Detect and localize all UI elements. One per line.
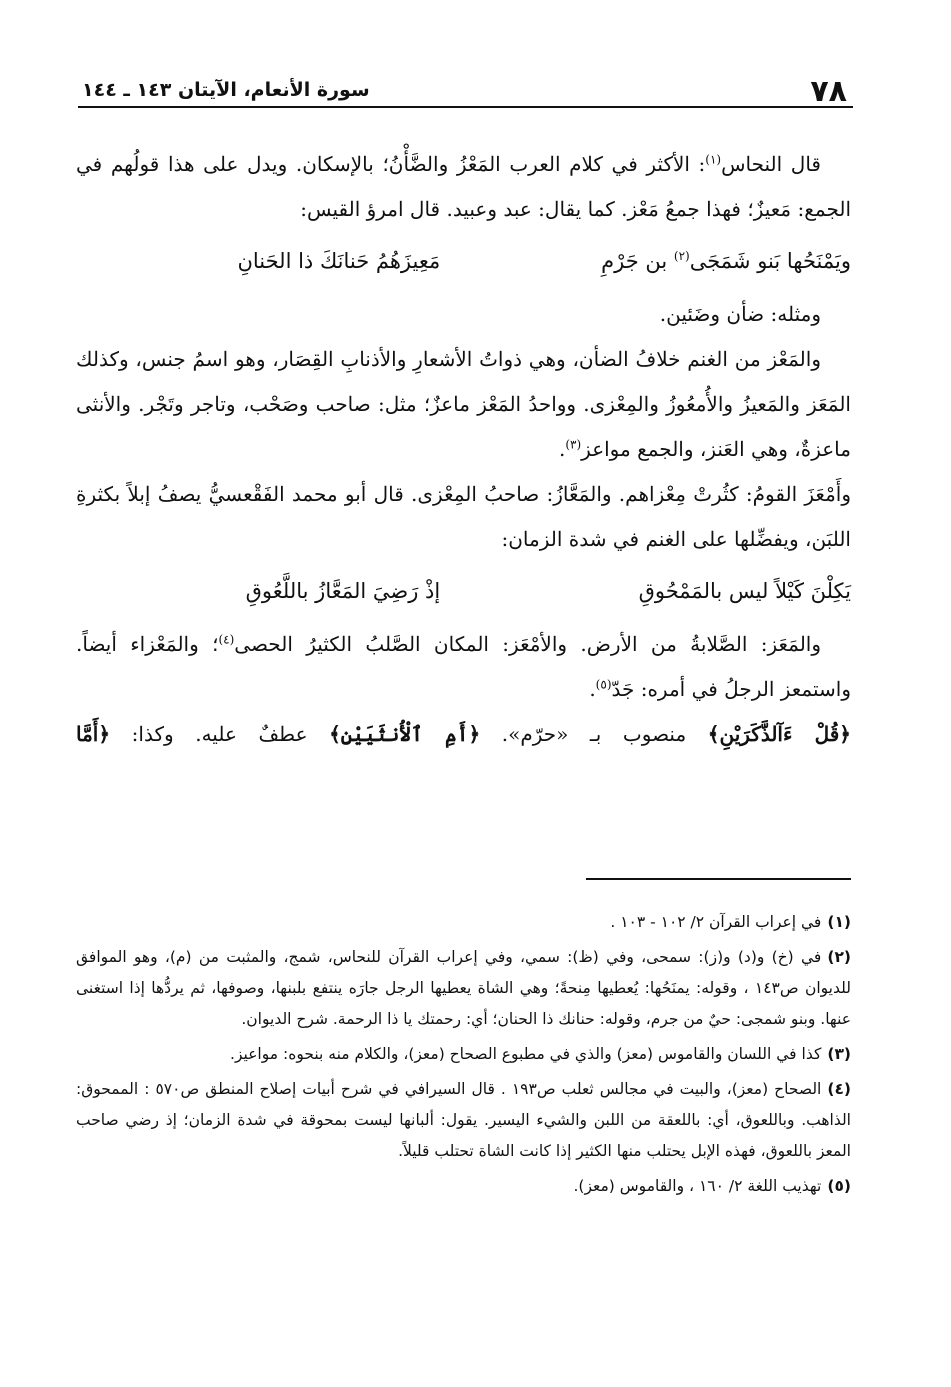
paragraph-1: قال النحاس$^{(١)}$: الأكثر في كلام العرب المَعْزُ والضَّأْنُ؛ بالإسكان. ويدل على هذا قولُهم في الجمع: مَعيزٌ؛ فهذا جمعُ مَعْز. كما يقال: عبد وعبيد. قال امرؤ القيس: [76,152,851,221]
verse-2-second-half: إذْ رَضِيَ المَعَّازُ باللَّعُوقِ [245,579,441,603]
footnote-4: (٤)الصحاح (معز)، والبيت في مجالس ثعلب ص١٩٣ . قال السيرافي في شرح أبيات إصلاح المنطق ص٥٧٠ : الممحوق: الذاهب. وباللعوق، أي: باللعقة من اللبن والشيء اليسير. يقول: ألبانها ليست بمحوقة في شدة الزمان؛ إذ رضي صاحب المعز باللعوق، فهذه الإبل يحتلب منها الكثير إذا كانت الشاة تحتلب قليلاً. [76,1080,852,1160]
footnote-2: (٢)في (خ) و(د) و(ز): سمحى، وفي (ظ): سمي، وفي إعراب القرآن للنحاس، شمج، والمثبت من (م)، وهو الموافق للديوان ص١٤٣ ، وقوله: يمنَحُها: يُعطيها مِنحةً؛ وهي الشاة يعطيها الرجل جارَه ينتفع بلبنها، وصوفها، ثم يردُّها إذا استغنى عنها. وبنو شمجى: حيٌ من جرم، وقوله: حنانك ذا الحنان؛ أي: رحمتك يا ذا الرحمة. شرح الديوان. [76,948,851,1028]
verse-1-second-half: مَعِيزَهُمُ حَنانَكَ ذا الحَنانِ [237,249,441,273]
footnote-ref-2: (٢) [673,249,690,263]
paragraph-6: ﴿قُلْ ءَآلذَّكَرَيْنِ﴾ منصوب بـ «حرّم». ﴿أَمِ ٱلْأُنثَيَيْنِ﴾ عطفٌ عليه. وكذا: ﴿أَمَّا [76,722,851,746]
footnote-1: (١)في إعراب القرآن ٢/ ١٠٢ - ١٠٣ . [610,913,851,931]
verse-2-first-half: يَكِلْنَ كَيْلاً ليس بالمَمْحُوقِ [638,579,851,603]
footnote-ref-3: (٣) [565,437,582,452]
paragraph-4: وأَمْعَزَ القومُ: كثُرتْ مِعْزاهم. والمَعَّازُ: صاحبُ المِعْزى. قال أبو محمد الفَقْعسيُّ يصفُ إبلاً بكثرةِ اللبَن، ويفضِّلها على الغنم في شدة الزمان: [76,482,851,551]
quran-quote-1: ﴿قُلْ ءَآلذَّكَرَيْنِ﴾ [707,722,851,746]
verse-1 [76,234,851,288]
quran-quote-2: ﴿أَمِ ٱلْأُنثَيَيْنِ﴾ [329,722,481,746]
footnote-5: (٥)تهذيب اللغة ٢/ ١٦٠ ، والقاموس (معز). [573,1177,851,1195]
verse-1-first-half: ويَمْنَحُها بَنو شَمَجَى$^{(٢)}$ بن جَرْمِ [601,249,851,273]
footnote-ref-4: (٤) [218,632,235,647]
page-number: ٧٨ [810,74,847,109]
footnote-ref-1: (١) [705,152,722,167]
paragraph-2: ومثله: ضأن وضَئين. [659,302,821,326]
footnote-separator [586,878,851,880]
quran-quote-3: ﴿أَمَّا [76,722,111,746]
footnotes [76,907,851,1206]
page-header [78,72,853,108]
paragraph-3: والمَعْز من الغنم خلافُ الضأن، وهي ذواتُ الأشعارِ والأذنابِ القِصَار، وهو اسمُ جنس، وكذلك المَعَز والمَعيزُ والأُمعُوزُ والمِعْزى. وواحدُ المَعْز ماعزٌ؛ مثل: صاحب وصَحْب، وتاجر وتَجْر. والأنثى ماعزةٌ، وهي العَنز، والجمع مواعز$^{(٣)}$. [76,347,851,461]
footnote-ref-5: (٥) [595,677,612,692]
footnote-3: (٣)كذا في اللسان والقاموس (معز) والذي في مطبوع الصحاح (معز)، والكلام منه بنحوه: مواعيز. [230,1045,851,1063]
running-head: سورة الأنعام، الآيتان ١٤٣ ـ ١٤٤ [82,79,370,101]
main-text [76,142,851,757]
verse-2 [76,564,851,618]
paragraph-5: والمَعَز: الصَّلابةُ من الأرض. والأمْعَز: المكان الصَّلبُ الكثيرُ الحصى$^{(٤)}$؛ والمَعْزاء أيضاً. واستمعز الرجلُ في أمره: جَدّ$^{(٥)}$. [76,632,851,701]
